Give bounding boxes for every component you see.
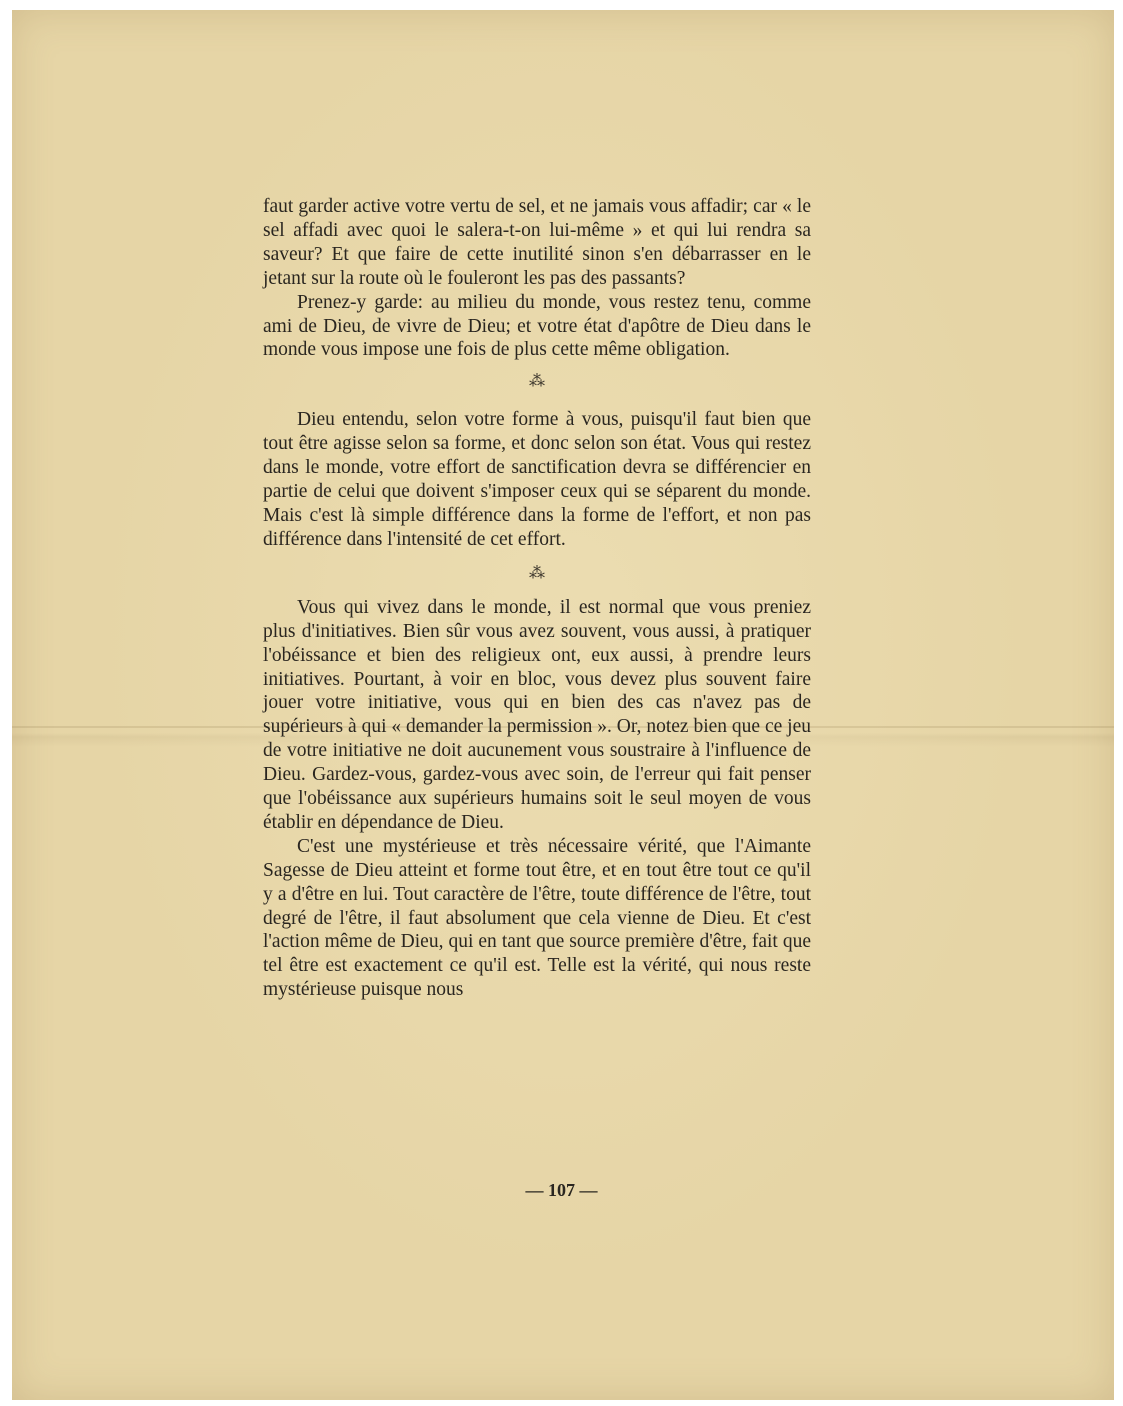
section-separator: ⁂ bbox=[529, 373, 545, 391]
page-number: — 107 — bbox=[525, 1180, 598, 1200]
paragraph: Prenez-y garde: au milieu du monde, vous restez tenu, comme ami de Dieu, de vivre de Dieu; et votre état d'apôtre de Dieu dans le monde vous impose une fois de plus cette même obligation. bbox=[263, 291, 811, 361]
page-body bbox=[263, 195, 811, 1002]
paragraph: Vous qui vivez dans le monde, il est normal que vous preniez plus d'initiatives. Bien sûr vous avez souvent, vous aussi, à pratiquer l'obéissance et bien des religieux ont, eux aussi, à prendre leurs initiatives. Pourtant, à voir en bloc, vous devez plus souvent faire jouer votre initiative, vous qui en bien des cas n'avez pas de supérieurs à qui « demander la permission ». Or, notez bien que ce jeu de votre initiative ne doit aucunement vous soustraire à l'influence de Dieu. Gardez-vous, gardez-vous avec soin, de l'erreur qui fait penser que l'obéissance aux supérieurs humains soit le seul moyen de vous établir en dépendance de Dieu. bbox=[263, 596, 811, 833]
paragraph: Dieu entendu, selon votre forme à vous, puisqu'il faut bien que tout être agisse selon sa forme, et donc selon son état. Vous qui restez dans le monde, votre effort de sanctification devra se différencier en partie de celui que doivent s'imposer ceux qui se séparent du monde. Mais c'est là simple différence dans la forme de l'effort, et non pas différence dans l'intensité de cet effort. bbox=[263, 409, 811, 550]
section-separator: ⁂ bbox=[529, 564, 545, 582]
paragraph: C'est une mystérieuse et très nécessaire vérité, que l'Aimante Sagesse de Dieu atteint et forme tout être, et en tout être tout ce qu'il y a d'être en lui. Tout caractère de l'être, toute différence de l'être, tout degré de l'être, il faut absolument que cela vienne de Dieu. Et c'est l'action même de Dieu, qui en tant que source première d'être, fait que tel être est exactement ce qu'il est. Telle est la vérité, qui nous reste mystérieuse puisque nous bbox=[263, 835, 811, 1001]
paragraph: faut garder active votre vertu de sel, et ne jamais vous affadir; car « le sel affadi avec quoi le salera-t-on lui-même » et qui lui rendra sa saveur? Et que faire de cette inutilité sinon s'en débarrasser en le jetant sur la route où le fouleront les pas des passants? bbox=[263, 196, 811, 289]
